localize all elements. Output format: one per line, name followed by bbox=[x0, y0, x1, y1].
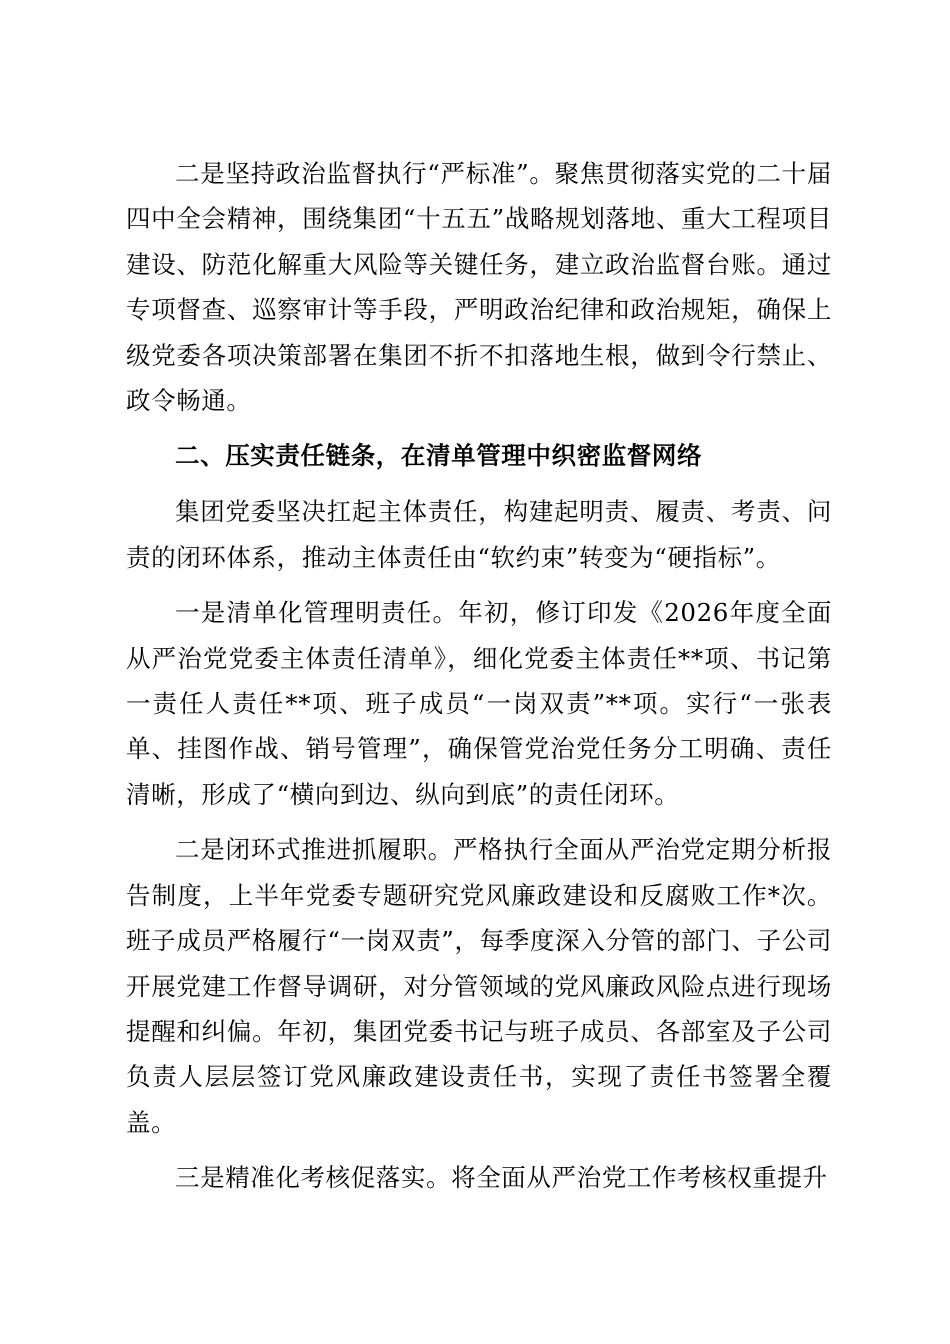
paragraph-political-supervision: 二是坚持政治监督执行“严标准”。聚焦贯彻落实党的二十届四中全会精神，围绕集团“十五五”战略规划落地、重大工程项目建设、防范化解重大风险等关键任务，建立政治监督台账。通过专项督查、巡察审计等手段，严明政治纪律和政治规矩，确保上级党委各项决策部署在集团不折不扣落地生根，做到令行禁止、政令畅通。 bbox=[126, 159, 832, 416]
paragraph-assessment: 三是精准化考核促落实。将全面从严治党工作考核权重提升 bbox=[175, 1163, 828, 1193]
paragraph-main-responsibility: 集团党委坚决扛起主体责任，构建起明责、履责、考责、问责的闭环体系，推动主体责任由“软约束”转变为“硬指标”。 bbox=[126, 497, 832, 572]
paragraph-list-management: 一是清单化管理明责任。年初，修订印发《2026年度全面从严治党党委主体责任清单》，细化党委主体责任**项、书记第一责任人责任**项、班子成员“一岗双责”**项。实行“一张表单、挂图作战、销号管理”，确保管党治党任务分工明确、责任清晰，形成了“横向到边、纵向到底”的责任闭环。 bbox=[126, 598, 832, 809]
document-body bbox=[126, 151, 832, 1201]
paragraph-closed-loop: 二是闭环式推进抓履职。严格执行全面从严治党定期分析报告制度，上半年党委专题研究党风廉政建设和反腐败工作*次。班子成员严格履行“一岗双责”，每季度深入分管的部门、子公司开展党建工作督导调研，对分管领域的党风廉政风险点进行现场提醒和纠偏。年初，集团党委书记与班子成员、各部室及子公司负责人层层签订党风廉政建设责任书，实现了责任书签署全覆盖。 bbox=[126, 835, 832, 1137]
section-heading: 二、压实责任链条，在清单管理中织密监督网络 bbox=[175, 441, 703, 471]
